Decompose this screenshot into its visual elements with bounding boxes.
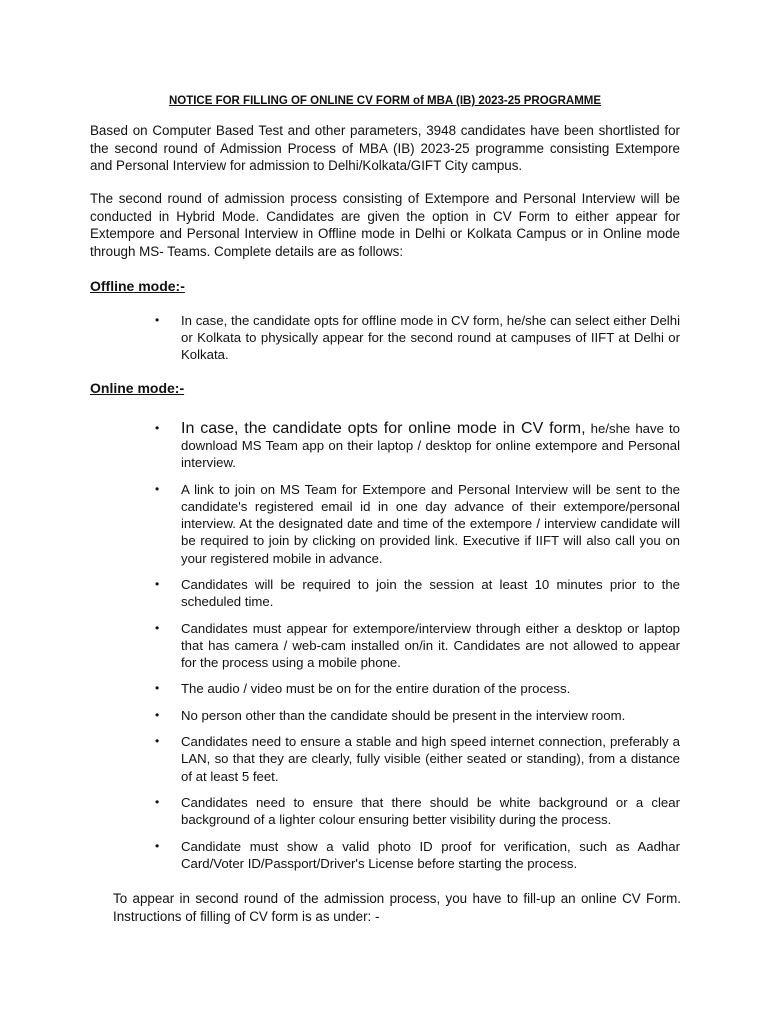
online-mode-list — [155, 420, 680, 881]
notice-title: NOTICE FOR FILLING OF ONLINE CV FORM of MBA (IB) 2023-25 PROGRAMME — [168, 95, 602, 107]
list-item — [155, 838, 680, 872]
bullet-icon: • — [155, 577, 160, 591]
bullet-icon: • — [155, 421, 160, 435]
bullet-icon: • — [155, 620, 160, 635]
offline-mode-heading: Offline mode:- — [90, 278, 185, 294]
list-item-lead-text: In case, the candidate opts for online mode in CV form, — [181, 420, 586, 437]
list-item-text: A link to join on MS Team for Extempore and Personal Interview will be sent to the candidate's registered email id in one day advance of their extempore/personal interview. At the designated date and time of the extempore / interview candidate will be required to join by clicking on provided link. Executive if IIFT will also call you on your registered mobile in advance. — [181, 481, 680, 566]
bullet-icon: • — [155, 313, 160, 327]
list-item — [155, 707, 680, 724]
list-item — [155, 794, 680, 828]
list-item — [155, 420, 680, 472]
list-item — [155, 576, 680, 610]
online-mode-heading: Online mode:- — [90, 380, 185, 396]
list-item-text: No person other than the candidate should be present in the interview room. — [181, 707, 626, 723]
bullet-icon: • — [155, 734, 160, 749]
list-item-text: The audio / video must be on for the entire duration of the process. — [181, 681, 571, 697]
bullet-icon: • — [155, 681, 160, 696]
list-item — [155, 733, 680, 785]
bullet-icon: • — [155, 794, 160, 809]
list-item-text: Candidates must appear for extempore/interview through either a desktop or laptop that has camera / web-cam installed on/in it. Candidates are not allowed to appear for the process using a mobile phone. — [181, 620, 680, 670]
list-item — [155, 481, 680, 567]
closing-paragraph: To appear in second round of the admission process, you have to fill-up an online CV Form. Instructions of filling of CV form is as under: - — [113, 891, 681, 924]
list-item — [155, 312, 680, 364]
intro-paragraph: Based on Computer Based Test and other parameters, 3948 candidates have been shortlisted for the second round of Admission Process of MBA (IB) 2023-25 programme consisting Extempore and Personal Interview for admission to Delhi/Kolkata/GIFT City campus. — [90, 123, 680, 174]
list-item-text: Candidates need to ensure a stable and high speed internet connection, preferably a LAN, so that they are clearly, fully visible (either seated or standing), from a distance of at least 5 feet. — [181, 734, 680, 784]
bullet-icon: • — [155, 481, 160, 496]
list-item-text: Candidates will be required to join the session at least 10 minutes prior to the scheduled time. — [181, 577, 680, 610]
list-item — [155, 680, 680, 697]
bullet-icon: • — [155, 838, 160, 853]
bullet-icon: • — [155, 707, 160, 722]
hybrid-mode-paragraph: The second round of admission process consisting of Extempore and Personal Interview will be conducted in Hybrid Mode. Candidates are given the option in CV Form to either appear for Extempore and Personal Interview in Offline mode in Delhi or Kolkata Campus or in Online mode through MS- Teams. Complete details are as follows: — [90, 191, 680, 259]
offline-mode-list — [155, 312, 680, 364]
list-item-text: Candidates need to ensure that there should be white background or a clear background of a lighter colour ensuring better visibility during the process. — [181, 794, 680, 828]
list-item-text: he/she have to download MS Team app on their laptop / desktop for online extempore and Personal interview. — [181, 421, 680, 471]
list-item-text: In case, the candidate opts for offline mode in CV form, he/she can select either Delhi or Kolkata to physically appear for the second round at campuses of IIFT at Delhi or Kolkata. — [181, 313, 680, 363]
list-item-text: Candidate must show a valid photo ID proof for verification, such as Aadhar Card/Voter ID/Passport/Driver's License before starting the process. — [181, 838, 680, 871]
list-item — [155, 620, 680, 672]
